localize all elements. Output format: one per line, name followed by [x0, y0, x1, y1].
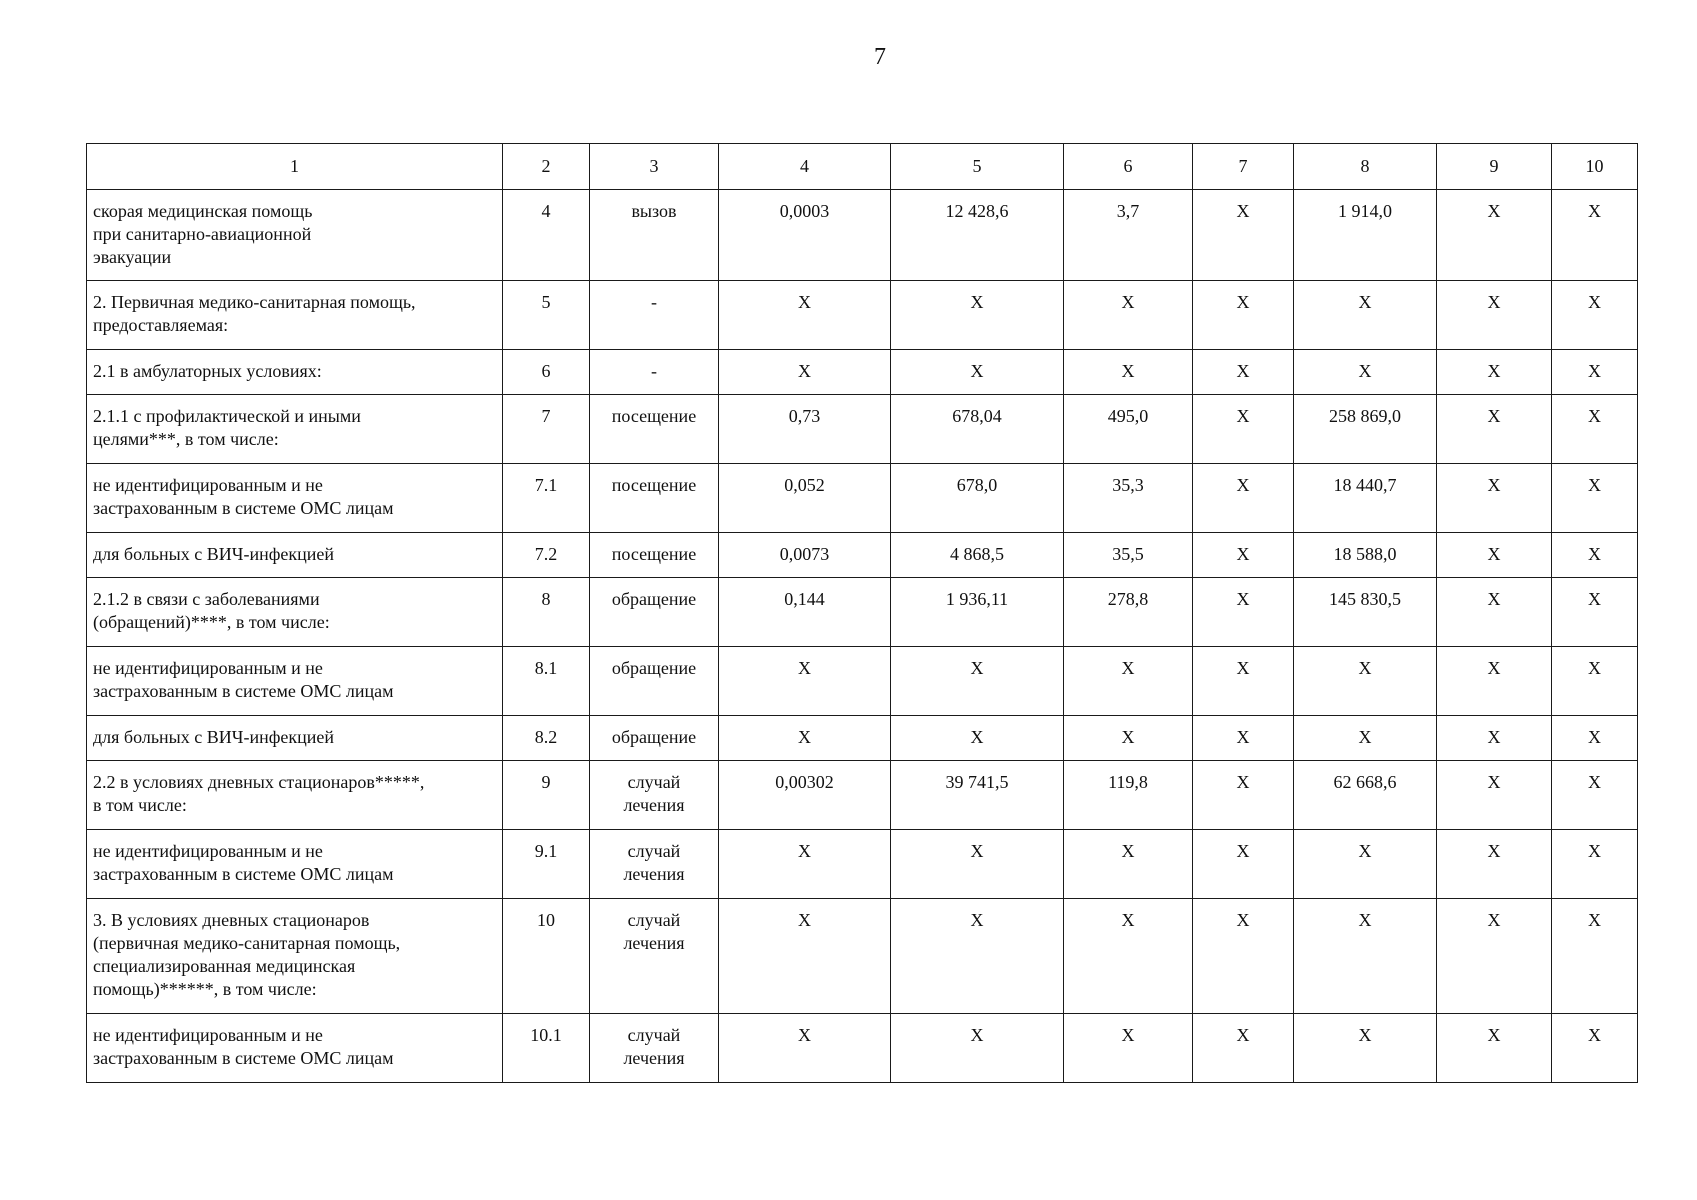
value-cell: 12 428,6	[891, 190, 1064, 281]
value-cell: X	[1552, 395, 1638, 464]
value-cell: X	[1437, 830, 1552, 899]
value-cell: X	[1437, 533, 1552, 578]
row-number-cell: 7	[503, 395, 590, 464]
value-cell: 18 588,0	[1294, 533, 1437, 578]
value-cell: X	[1294, 830, 1437, 899]
row-label: для больных с ВИЧ-инфекцией	[87, 716, 503, 761]
row-label: не идентифицированным и не застрахованным в системе ОМС лицам	[87, 830, 503, 899]
value-cell: X	[1552, 899, 1638, 1014]
unit-cell: случай лечения	[590, 1014, 719, 1083]
unit-cell: обращение	[590, 647, 719, 716]
value-cell: X	[1193, 350, 1294, 395]
row-number-cell: 9.1	[503, 830, 590, 899]
row-label: 2.1 в амбулаторных условиях:	[87, 350, 503, 395]
value-cell: X	[1437, 350, 1552, 395]
row-label: не идентифицированным и не застрахованным в системе ОМС лицам	[87, 647, 503, 716]
column-number-header: 10	[1552, 144, 1638, 190]
unit-cell: случай лечения	[590, 830, 719, 899]
value-cell: 678,04	[891, 395, 1064, 464]
value-cell: X	[1294, 281, 1437, 350]
value-cell: 62 668,6	[1294, 761, 1437, 830]
table-row	[87, 350, 1638, 395]
value-cell: 678,0	[891, 464, 1064, 533]
value-cell: 35,3	[1064, 464, 1193, 533]
value-cell: 0,00302	[719, 761, 891, 830]
value-cell: X	[1193, 899, 1294, 1014]
value-cell: X	[1552, 350, 1638, 395]
data-table	[86, 143, 1638, 1083]
table-header	[87, 144, 1638, 190]
value-cell: X	[1437, 899, 1552, 1014]
table-row	[87, 761, 1638, 830]
value-cell: X	[1437, 578, 1552, 647]
value-cell: X	[1193, 533, 1294, 578]
value-cell: X	[891, 281, 1064, 350]
unit-cell: -	[590, 350, 719, 395]
column-number-header: 6	[1064, 144, 1193, 190]
value-cell: 119,8	[1064, 761, 1193, 830]
value-cell: X	[1552, 190, 1638, 281]
value-cell: X	[1552, 647, 1638, 716]
column-number-header: 4	[719, 144, 891, 190]
row-number-cell: 10.1	[503, 1014, 590, 1083]
value-cell: 0,73	[719, 395, 891, 464]
column-number-header: 9	[1437, 144, 1552, 190]
table-row	[87, 395, 1638, 464]
column-number-header: 8	[1294, 144, 1437, 190]
value-cell: X	[1437, 395, 1552, 464]
value-cell: X	[1552, 761, 1638, 830]
value-cell: X	[891, 830, 1064, 899]
value-cell: X	[891, 899, 1064, 1014]
row-label: для больных с ВИЧ-инфекцией	[87, 533, 503, 578]
value-cell: 278,8	[1064, 578, 1193, 647]
row-number-cell: 9	[503, 761, 590, 830]
value-cell: X	[1437, 464, 1552, 533]
column-number-header: 1	[87, 144, 503, 190]
row-number-cell: 10	[503, 899, 590, 1014]
value-cell: 1 914,0	[1294, 190, 1437, 281]
row-number-cell: 8.1	[503, 647, 590, 716]
value-cell: X	[1552, 830, 1638, 899]
value-cell: X	[1294, 350, 1437, 395]
value-cell: 0,0073	[719, 533, 891, 578]
value-cell: 1 936,11	[891, 578, 1064, 647]
value-cell: X	[1552, 464, 1638, 533]
value-cell: X	[1552, 578, 1638, 647]
value-cell: X	[1064, 350, 1193, 395]
value-cell: X	[1437, 190, 1552, 281]
value-cell: X	[1437, 716, 1552, 761]
value-cell: X	[719, 716, 891, 761]
value-cell: X	[1294, 899, 1437, 1014]
value-cell: X	[1552, 716, 1638, 761]
page-number: 7	[874, 44, 886, 70]
value-cell: 0,0003	[719, 190, 891, 281]
unit-cell: -	[590, 281, 719, 350]
value-cell: X	[1193, 464, 1294, 533]
row-number-cell: 7.1	[503, 464, 590, 533]
value-cell: X	[1552, 281, 1638, 350]
value-cell: X	[1064, 830, 1193, 899]
value-cell: X	[1193, 761, 1294, 830]
row-number-cell: 7.2	[503, 533, 590, 578]
value-cell: X	[1294, 716, 1437, 761]
table-row	[87, 464, 1638, 533]
table-row	[87, 1014, 1638, 1083]
value-cell: X	[719, 350, 891, 395]
table-row	[87, 716, 1638, 761]
row-number-cell: 4	[503, 190, 590, 281]
table-row	[87, 190, 1638, 281]
table-row	[87, 830, 1638, 899]
row-label: 2. Первичная медико-санитарная помощь, предоставляемая:	[87, 281, 503, 350]
value-cell: 35,5	[1064, 533, 1193, 578]
table-row	[87, 647, 1638, 716]
value-cell: X	[891, 647, 1064, 716]
value-cell: X	[1437, 1014, 1552, 1083]
value-cell: 258 869,0	[1294, 395, 1437, 464]
value-cell: 0,144	[719, 578, 891, 647]
row-number-cell: 8.2	[503, 716, 590, 761]
value-cell: 3,7	[1064, 190, 1193, 281]
value-cell: X	[891, 350, 1064, 395]
value-cell: X	[1437, 761, 1552, 830]
unit-cell: посещение	[590, 464, 719, 533]
value-cell: X	[891, 1014, 1064, 1083]
unit-cell: посещение	[590, 395, 719, 464]
value-cell: 145 830,5	[1294, 578, 1437, 647]
row-label: 3. В условиях дневных стационаров (первичная медико-санитарная помощь, специализированная медицинская помощь)******, в том числе:	[87, 899, 503, 1014]
value-cell: X	[1193, 830, 1294, 899]
unit-cell: случай лечения	[590, 761, 719, 830]
value-cell: X	[1437, 281, 1552, 350]
value-cell: X	[1193, 395, 1294, 464]
table-row	[87, 899, 1638, 1014]
value-cell: X	[1064, 1014, 1193, 1083]
value-cell: X	[719, 1014, 891, 1083]
table-row	[87, 578, 1638, 647]
row-number-cell: 5	[503, 281, 590, 350]
unit-cell: обращение	[590, 716, 719, 761]
value-cell: X	[891, 716, 1064, 761]
row-number-cell: 6	[503, 350, 590, 395]
column-number-header: 5	[891, 144, 1064, 190]
value-cell: X	[1193, 716, 1294, 761]
value-cell: X	[719, 647, 891, 716]
value-cell: X	[1193, 281, 1294, 350]
table-row	[87, 281, 1638, 350]
table-row	[87, 533, 1638, 578]
row-number-cell: 8	[503, 578, 590, 647]
value-cell: X	[1064, 281, 1193, 350]
table-body	[87, 190, 1638, 1083]
value-cell: X	[1064, 647, 1193, 716]
value-cell: 495,0	[1064, 395, 1193, 464]
row-label: скорая медицинская помощь при санитарно-авиационной эвакуации	[87, 190, 503, 281]
value-cell: X	[719, 830, 891, 899]
value-cell: 0,052	[719, 464, 891, 533]
value-cell: X	[1064, 716, 1193, 761]
value-cell: X	[719, 281, 891, 350]
row-label: 2.1.1 с профилактической и иными целями***, в том числе:	[87, 395, 503, 464]
unit-cell: случай лечения	[590, 899, 719, 1014]
value-cell: X	[1294, 1014, 1437, 1083]
header-row	[87, 144, 1638, 190]
value-cell: 39 741,5	[891, 761, 1064, 830]
row-label: не идентифицированным и не застрахованным в системе ОМС лицам	[87, 1014, 503, 1083]
value-cell: X	[1552, 533, 1638, 578]
column-number-header: 2	[503, 144, 590, 190]
value-cell: X	[1193, 1014, 1294, 1083]
value-cell: X	[1552, 1014, 1638, 1083]
column-number-header: 7	[1193, 144, 1294, 190]
value-cell: X	[1193, 190, 1294, 281]
unit-cell: обращение	[590, 578, 719, 647]
row-label: не идентифицированным и не застрахованным в системе ОМС лицам	[87, 464, 503, 533]
value-cell: X	[1294, 647, 1437, 716]
unit-cell: вызов	[590, 190, 719, 281]
value-cell: X	[1064, 899, 1193, 1014]
value-cell: 4 868,5	[891, 533, 1064, 578]
value-cell: X	[1193, 647, 1294, 716]
unit-cell: посещение	[590, 533, 719, 578]
value-cell: 18 440,7	[1294, 464, 1437, 533]
column-number-header: 3	[590, 144, 719, 190]
row-label: 2.2 в условиях дневных стационаров*****, в том числе:	[87, 761, 503, 830]
value-cell: X	[1193, 578, 1294, 647]
value-cell: X	[1437, 647, 1552, 716]
row-label: 2.1.2 в связи с заболеваниями (обращений)****, в том числе:	[87, 578, 503, 647]
value-cell: X	[719, 899, 891, 1014]
